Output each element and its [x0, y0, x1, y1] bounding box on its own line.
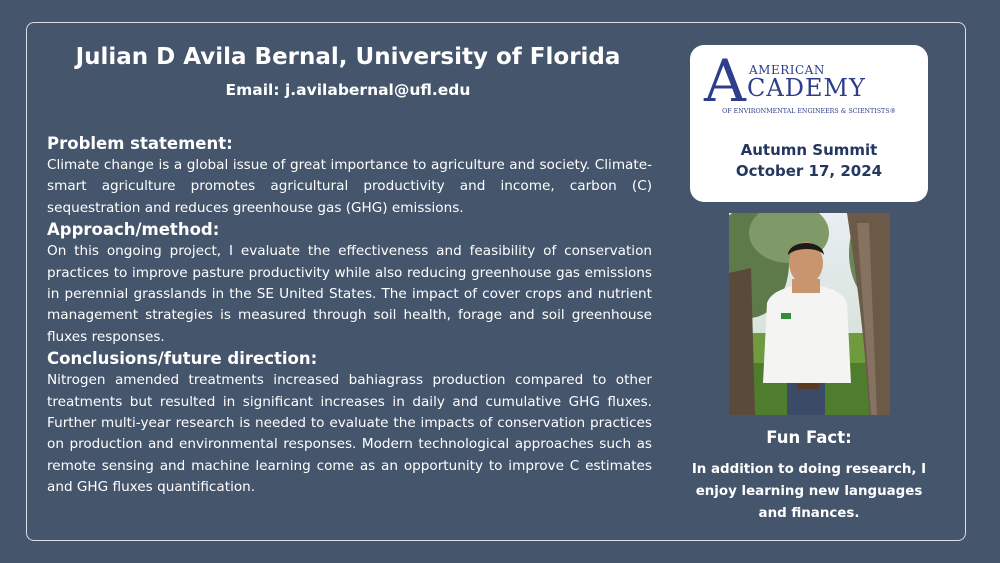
section-heading-conclusions: Conclusions/future direction:	[47, 349, 318, 369]
section-body-conclusions: Nitrogen amended treatments increased bahiagrass production compared to other treatments but resulted in significant increases in daily and cumulative GHG fluxes. Further multi-year research is needed to evaluate the impacts of conservation practices on production and environmental responses. Modern technological approaches such as remote sensing and machine learning come as an opportunity to improve C estimates and GHG fluxes quantification.	[47, 372, 652, 496]
section-heading-problem: Problem statement:	[47, 134, 233, 153]
event-info	[690, 140, 928, 182]
portrait-image	[729, 213, 890, 415]
section-body-problem: Climate change is a global issue of great importance to agriculture and society. Climate-smart agriculture promotes agricultural productivity and income, carbon (C) sequestration and reduces greenhouse gas (GHG) emissions.	[47, 157, 652, 216]
fun-fact-text: In addition to doing research, I enjoy learning new languages and finances.	[691, 462, 927, 521]
abstract-content	[47, 133, 652, 499]
event-name: Autumn Summit	[740, 141, 878, 159]
logo-letter-a: A	[704, 47, 746, 115]
academy-logo	[702, 47, 916, 116]
event-date: October 17, 2024	[735, 162, 883, 180]
fun-fact-title: Fun Fact:	[766, 428, 852, 447]
logo-subtitle: OF ENVIRONMENTAL ENGINEERS & SCIENTISTS®	[722, 108, 896, 115]
presenter-photo	[729, 213, 890, 415]
logo-american-text: AMERICAN	[749, 63, 825, 77]
presenter-name: Julian D Avila Bernal, University of Florida	[75, 44, 621, 70]
event-logo-card	[690, 45, 928, 202]
section-heading-approach: Approach/method:	[47, 220, 220, 240]
presenter-email: Email: j.avilabernal@ufl.edu	[225, 81, 471, 99]
logo-academy-text: CADEMY	[747, 74, 866, 102]
section-body-approach: On this ongoing project, I evaluate the effectiveness and feasibility of conservation practices to improve pasture productivity while also reducing greenhouse gas emissions in perennial grasslands in the SE United States. The impact of cover crops and nutrient management strategies is measured through soil health, forage and soil greenhouse fluxes responses.	[47, 243, 652, 345]
